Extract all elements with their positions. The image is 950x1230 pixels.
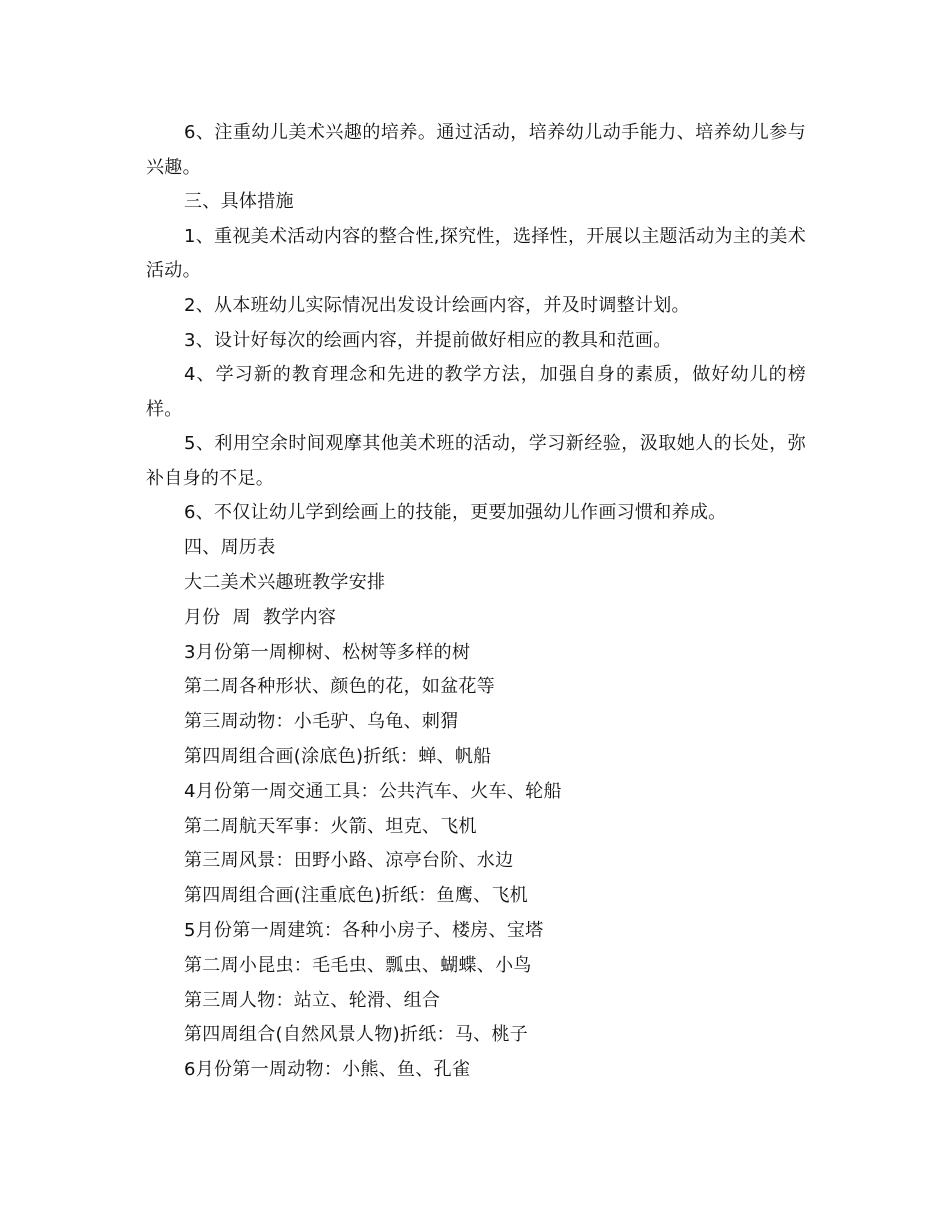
paragraph-measure-4: 4、学习新的教育理念和先进的教学方法，加强自身的素质，做好幼儿的榜样。 [146, 364, 806, 420]
schedule-row: 第三周人物：站立、轮滑、组合 [184, 989, 441, 1011]
schedule-row: 第四周组合画(涂底色)折纸：蝉、帆船 [184, 745, 492, 767]
paragraph-measure-3: 3、设计好每次的绘画内容，并提前做好相应的教具和范画。 [184, 329, 672, 351]
paragraph-goal-6: 6、注重幼儿美术兴趣的培养。通过活动，培养幼儿动手能力、培养幼儿参与兴趣。 [146, 122, 806, 178]
schedule-row: 4月份第一周交通工具：公共汽车、火车、轮船 [184, 780, 562, 802]
schedule-row: 第三周风景：田野小路、凉亭台阶、水边 [184, 850, 514, 872]
schedule-row: 第二周各种形状、颜色的花，如盆花等 [184, 676, 496, 698]
paragraph-measure-1: 1、重视美术活动内容的整合性,探究性，选择性，开展以主题活动为主的美术活动。 [146, 225, 806, 282]
document-body [146, 116, 806, 1088]
section-heading-measures: 三、具体措施 [184, 191, 294, 212]
paragraph-measure-2: 2、从本班幼儿实际情况出发设计绘画内容，并及时调整计划。 [184, 294, 690, 316]
schedule-title: 大二美术兴趣班教学安排 [184, 571, 386, 593]
schedule-row: 第四周组合画(注重底色)折纸：鱼鹰、飞机 [184, 885, 529, 907]
schedule-row: 第三周动物：小毛驴、乌龟、刺猬 [184, 711, 459, 733]
schedule-row: 6月份第一周动物：小熊、鱼、孔雀 [184, 1059, 471, 1081]
schedule-row: 第二周小昆虫：毛毛虫、瓢虫、蝴蝶、小鸟 [184, 954, 532, 976]
schedule-header: 月份 周 教学内容 [184, 606, 337, 628]
schedule-row: 5月份第一周建筑：各种小房子、楼房、宝塔 [184, 919, 544, 941]
section-heading-calendar: 四、周历表 [184, 537, 276, 559]
schedule-row: 第四周组合(自然风景人物)折纸：马、桃子 [184, 1024, 529, 1046]
schedule-row: 3月份第一周柳树、松树等多样的树 [184, 641, 471, 663]
paragraph-measure-5: 5、利用空余时间观摩其他美术班的活动，学习新经验，汲取她人的长处，弥补自身的不足。 [146, 433, 806, 489]
paragraph-measure-6: 6、不仅让幼儿学到绘画上的技能，更要加强幼儿作画习惯和养成。 [184, 502, 727, 524]
schedule-row: 第二周航天军事：火箭、坦克、飞机 [184, 815, 477, 837]
